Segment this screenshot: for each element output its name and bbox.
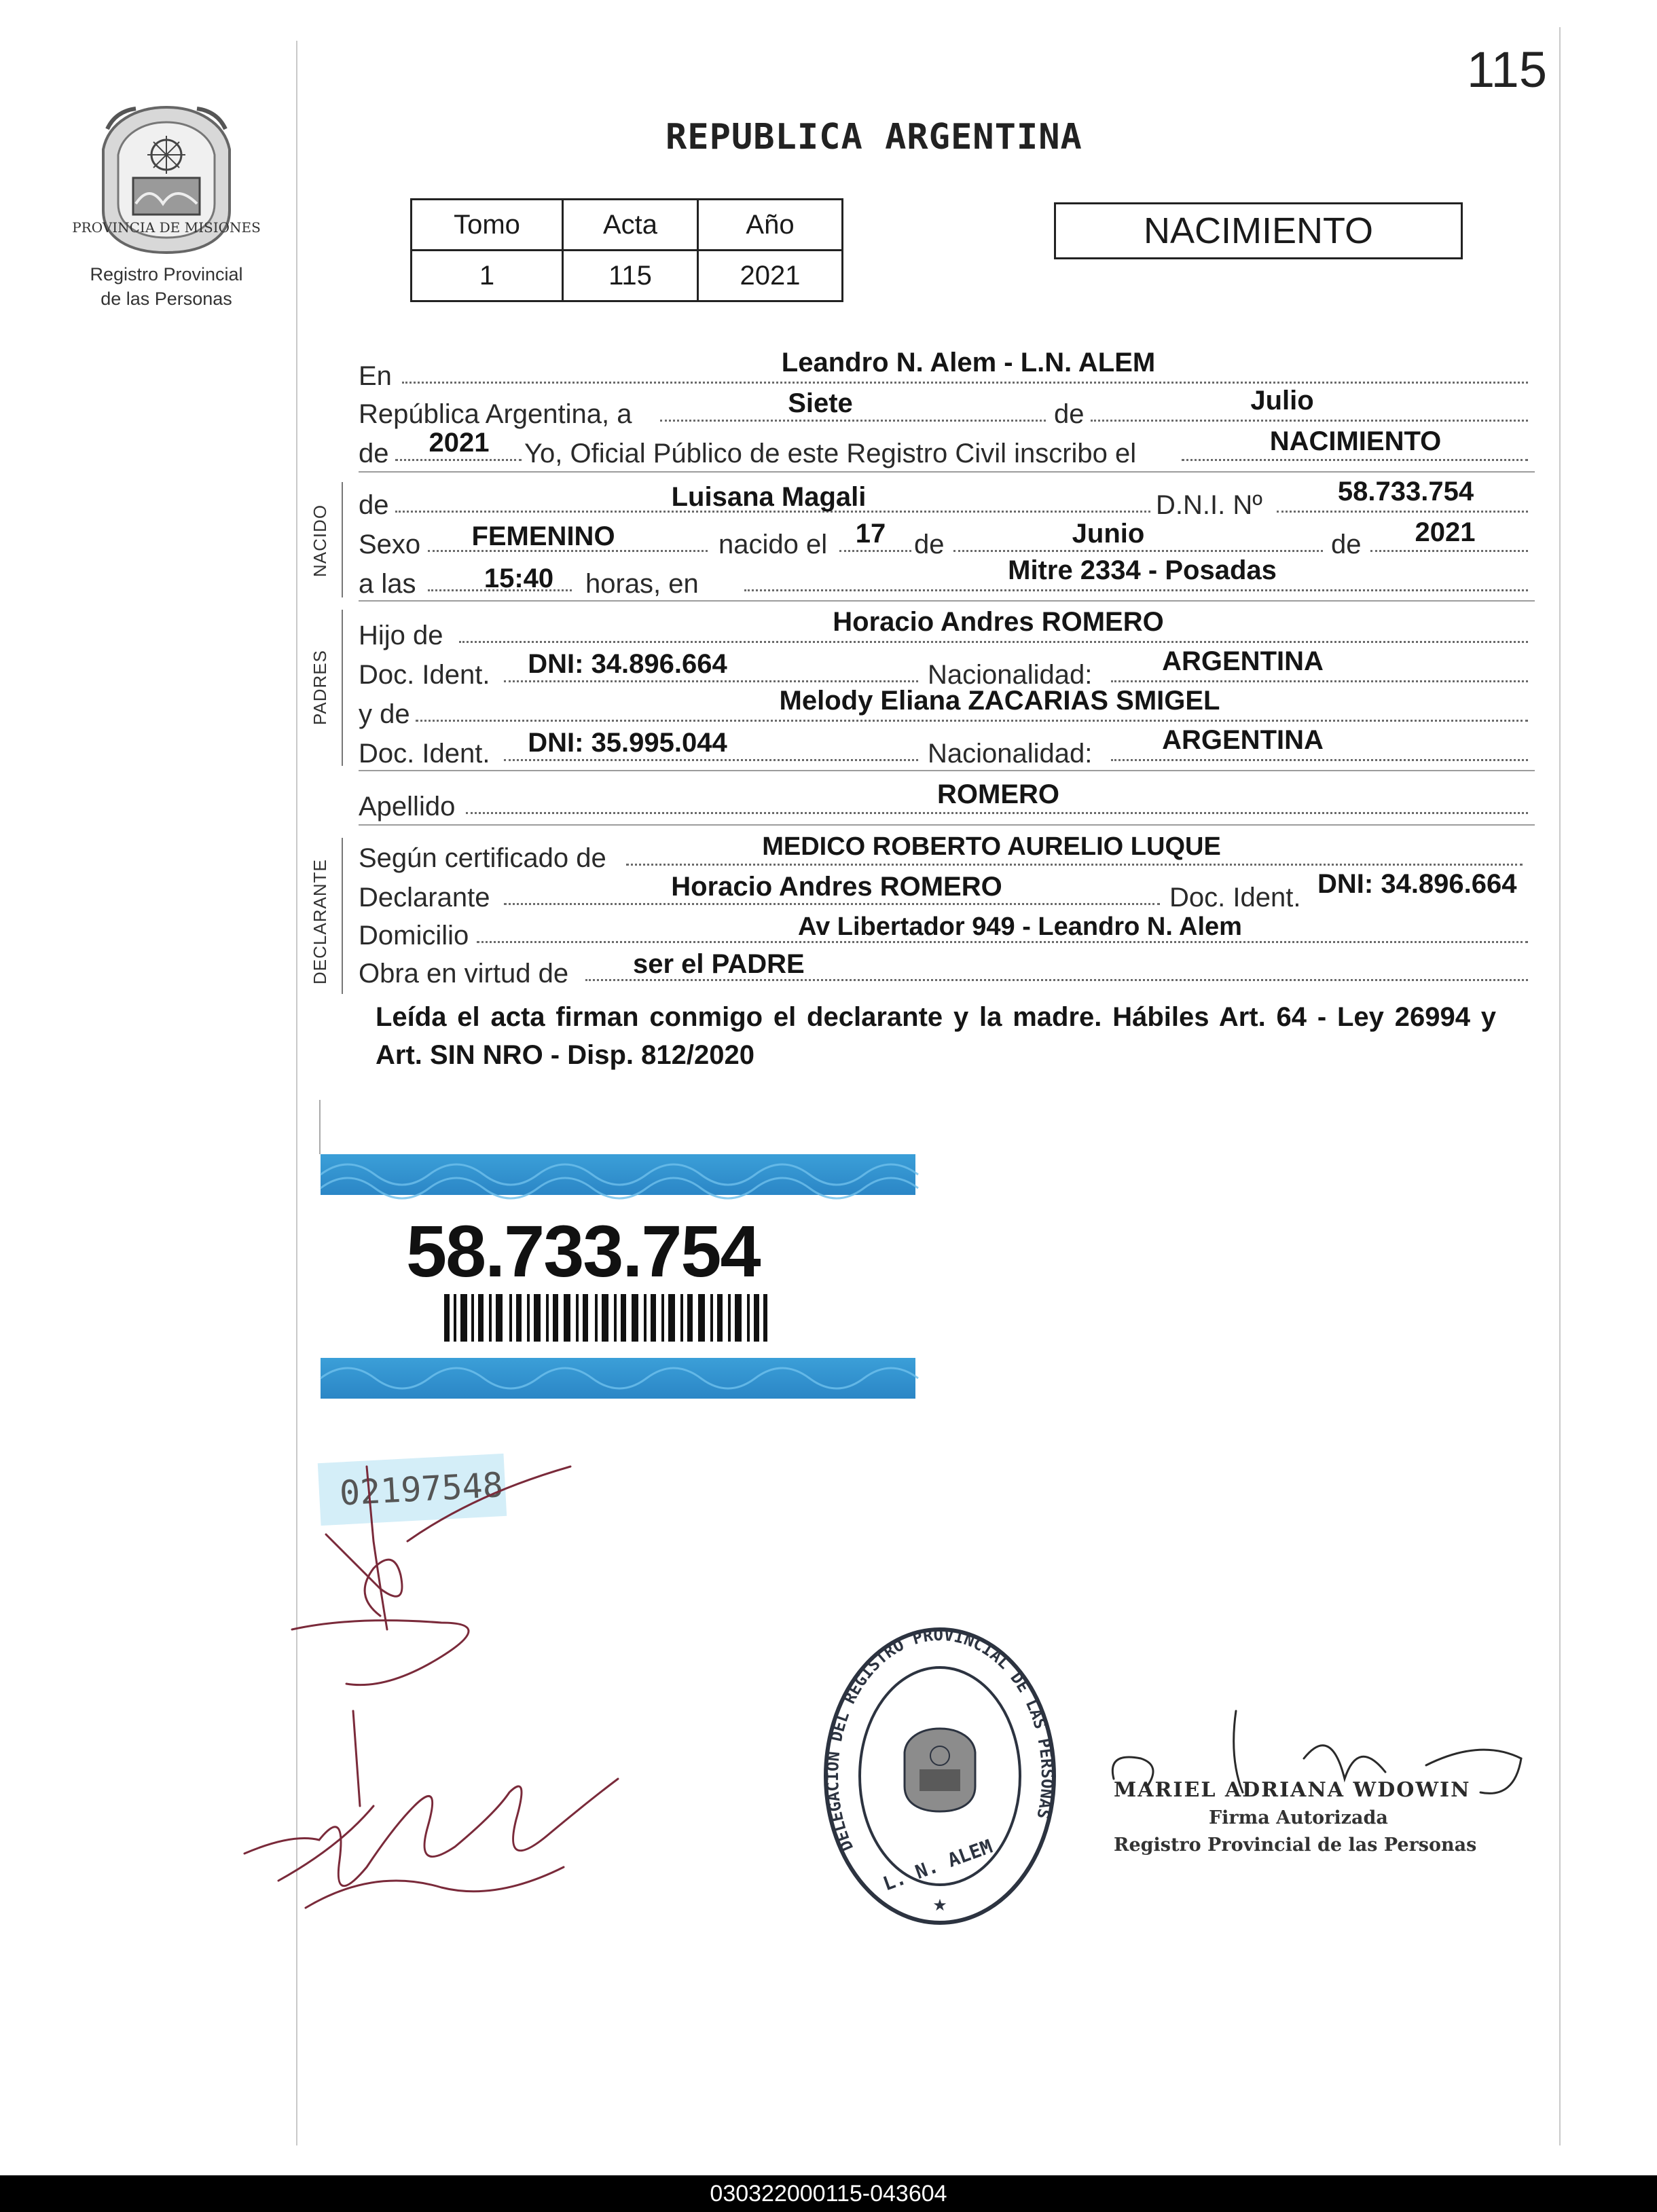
dots xyxy=(1111,759,1528,761)
republica-label: República Argentina, a xyxy=(359,399,632,429)
act-year: 2021 xyxy=(429,428,490,458)
logo-caption-line-1: Registro Provincial xyxy=(90,264,243,284)
margin-tick xyxy=(319,1100,321,1154)
certifying-doctor: MEDICO ROBERTO AURELIO LUQUE xyxy=(762,832,1221,861)
birth-place: Mitre 2334 - Posadas xyxy=(1008,555,1277,585)
obra-label: Obra en virtud de xyxy=(359,959,569,989)
de-label: de xyxy=(359,439,389,468)
control-number-sticker: 02197548 xyxy=(318,1454,507,1526)
authorized-line-2: Registro Provincial de las Personas xyxy=(1114,1835,1477,1856)
acting-reason: ser el PADRE xyxy=(633,949,805,979)
section-divider xyxy=(359,770,1535,771)
tomo-value: 1 xyxy=(412,251,563,301)
father-name: Horacio Andres ROMERO xyxy=(833,607,1164,637)
padres-section-label: PADRES xyxy=(310,650,330,725)
surname-value: ROMERO xyxy=(937,779,1059,809)
dots xyxy=(839,550,911,552)
hijo-de-label: Hijo de xyxy=(359,621,443,650)
father-nationality: ARGENTINA xyxy=(1162,646,1324,676)
mother-signature xyxy=(238,1765,645,1935)
act-month: Julio xyxy=(1250,386,1314,416)
section-divider xyxy=(359,600,1535,602)
dots xyxy=(1091,420,1528,422)
dots xyxy=(504,759,918,761)
authorized-signature xyxy=(1100,1697,1535,1820)
dots xyxy=(1277,511,1528,513)
section-divider xyxy=(359,471,1535,473)
declarante-section-label: DECLARANTE xyxy=(310,859,330,984)
stamp-ring-textpath: DELEGACION DEL REGISTRO PROVINCIAL DE LAS PERSONAS xyxy=(822,1625,1057,1854)
birth-year: 2021 xyxy=(1415,517,1476,547)
acta-value: 115 xyxy=(563,251,698,301)
sexo-label: Sexo xyxy=(359,530,421,559)
dots xyxy=(459,641,1528,643)
mother-doc: DNI: 35.995.044 xyxy=(528,728,727,758)
dots xyxy=(395,459,522,461)
de-label: de xyxy=(1054,399,1085,429)
nacido-el-label: nacido el xyxy=(718,530,828,559)
dots xyxy=(626,864,1523,866)
dots xyxy=(416,720,1528,722)
dni-label: D.N.I. Nº xyxy=(1156,490,1262,520)
de-label: de xyxy=(359,490,389,520)
apellido-label: Apellido xyxy=(359,792,456,822)
doc-ident-label: Doc. Ident. xyxy=(359,739,490,769)
newborn-dni: 58.733.754 xyxy=(1337,477,1474,506)
birth-time: 15:40 xyxy=(484,564,554,593)
anio-header: Año xyxy=(698,200,843,251)
acta-header: Acta xyxy=(563,200,698,251)
yo-label: Yo, Oficial Público de este Registro Civil inscribo el xyxy=(524,439,1137,468)
right-margin-line xyxy=(1559,27,1561,2145)
stamp-star: ★ xyxy=(932,1896,947,1915)
authorized-line-1: Firma Autorizada xyxy=(1209,1807,1388,1828)
doc-ident-label: Doc. Ident. xyxy=(359,660,490,690)
dots xyxy=(504,680,918,682)
act-place: Leandro N. Alem - L.N. ALEM xyxy=(781,348,1156,377)
de-label: de xyxy=(1331,530,1362,559)
nacionalidad-label: Nacionalidad: xyxy=(928,739,1093,769)
declarant-doc: DNI: 34.896.664 xyxy=(1317,869,1517,899)
de-label: de xyxy=(914,530,945,559)
dots xyxy=(660,420,1046,422)
y-de-label: y de xyxy=(359,699,410,729)
registry-table xyxy=(410,198,843,302)
en-label: En xyxy=(359,361,392,391)
official-stamp xyxy=(818,1620,1062,1932)
dots xyxy=(1111,680,1528,682)
dots xyxy=(744,589,1528,591)
section-divider xyxy=(359,824,1535,826)
dots xyxy=(953,550,1323,552)
barcode xyxy=(444,1294,767,1342)
birth-month: Junio xyxy=(1072,519,1145,549)
a-las-label: a las xyxy=(359,569,416,599)
doc-ident-label: Doc. Ident. xyxy=(1169,883,1301,913)
domicilio-label: Domicilio xyxy=(359,921,469,951)
footer-code: 030322000115-043604 xyxy=(0,2175,1657,2212)
id-band-bottom xyxy=(321,1358,915,1399)
page-number: 115 xyxy=(1467,41,1547,98)
anio-value: 2021 xyxy=(698,251,843,301)
mother-name: Melody Eliana ZACARIAS SMIGEL xyxy=(779,686,1220,716)
country-title: REPUBLICA ARGENTINA xyxy=(666,117,1082,158)
declarant-name: Horacio Andres ROMERO xyxy=(671,872,1002,902)
declarant-address: Av Libertador 949 - Leandro N. Alem xyxy=(798,913,1242,941)
father-doc: DNI: 34.896.664 xyxy=(528,649,727,679)
horas-en-label: horas, en xyxy=(585,569,699,599)
dots xyxy=(1182,459,1528,461)
newborn-sex: FEMENINO xyxy=(471,521,615,551)
dots xyxy=(466,812,1528,814)
logo-caption-line-2: de las Personas xyxy=(101,289,232,309)
stamp-center-text: L. N. ALEM xyxy=(879,1835,996,1896)
act-type-box: NACIMIENTO xyxy=(1054,202,1463,259)
mother-nationality: ARGENTINA xyxy=(1162,725,1324,755)
logo-lettering: PROVINCIA DE MISIONES xyxy=(72,219,261,236)
logo-caption xyxy=(61,262,272,311)
dots xyxy=(504,903,1160,905)
newborn-name: Luisana Magali xyxy=(671,482,867,512)
declarante-sidebar xyxy=(342,838,343,994)
birth-day: 17 xyxy=(855,519,886,549)
nacido-section-label: NACIDO xyxy=(310,504,330,577)
id-number: 58.733.754 xyxy=(406,1210,760,1292)
authorized-name: MARIEL ADRIANA WDOWIN xyxy=(1114,1778,1471,1802)
padres-sidebar xyxy=(342,610,343,766)
closing-note: Leída el acta firman conmigo el declarante y la madre. Hábiles Art. 64 - Ley 26994 y Art. SIN NRO - Disp. 812/2020 xyxy=(376,1002,1496,1070)
dots xyxy=(402,382,1528,384)
nacionalidad-label: Nacionalidad: xyxy=(928,660,1093,690)
misiones-seal-logo xyxy=(72,102,261,258)
act-day: Siete xyxy=(788,388,853,418)
dots xyxy=(1370,550,1528,552)
nacido-sidebar xyxy=(342,482,343,597)
act-kind: NACIMIENTO xyxy=(1269,426,1442,456)
tomo-header: Tomo xyxy=(412,200,563,251)
id-band-top xyxy=(321,1154,915,1195)
certificado-label: Según certificado de xyxy=(359,843,606,873)
declarante-label: Declarante xyxy=(359,883,490,913)
